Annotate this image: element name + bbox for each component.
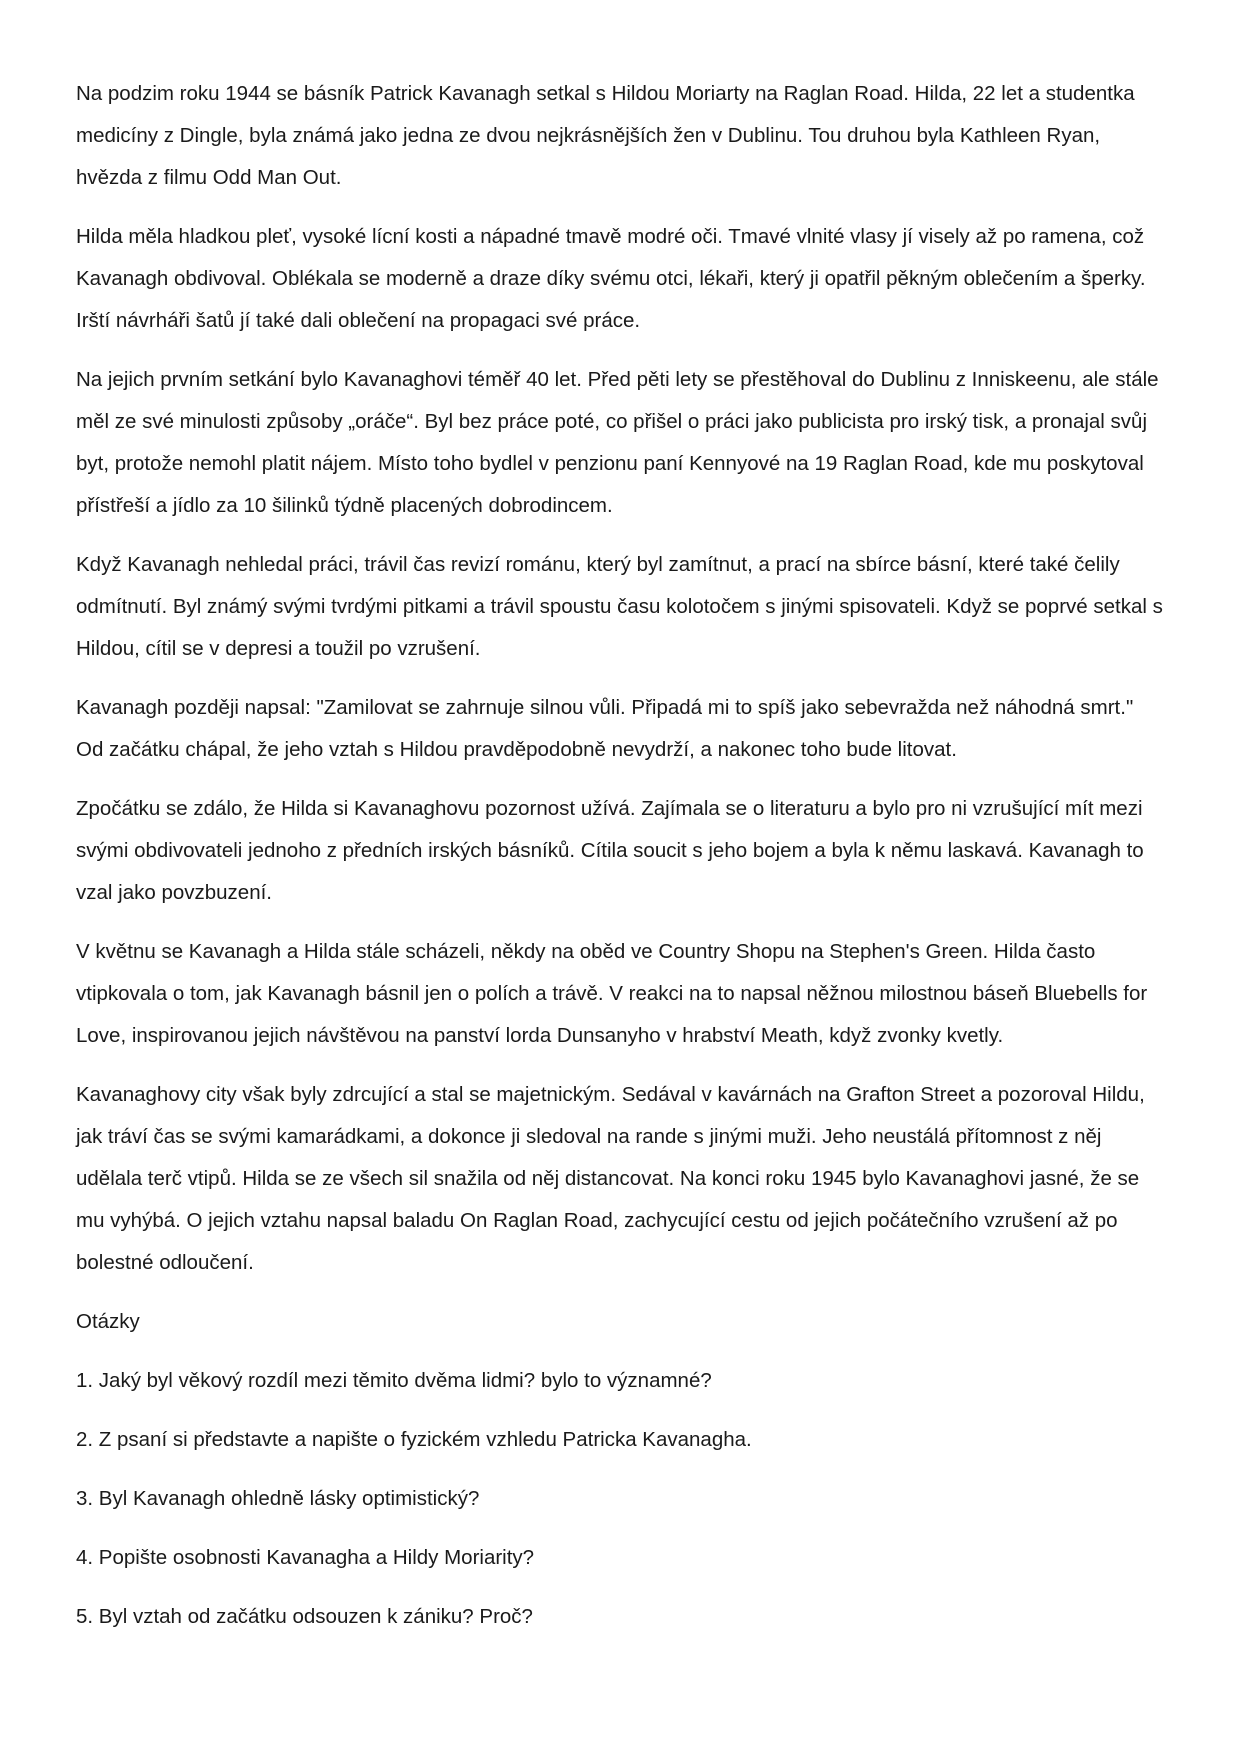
paragraph-1: Na podzim roku 1944 se básník Patrick Kavanagh setkal s Hildou Moriarty na Raglan Road. Hilda, 22 let a studentka medicíny z Dingle, byla známá jako jedna ze dvou nejkrásnějších žen v Dublinu. Tou druhou byla Kathleen Ryan, hvězda z filmu Odd Man Out. xyxy=(76,82,1135,189)
paragraph-7: V květnu se Kavanagh a Hilda stále scházeli, někdy na oběd ve Country Shopu na Stephen's Green. Hilda často vtipkovala o tom, jak Kavanagh básnil jen o polích a trávě. V reakci na to napsal něžnou milostnou báseň Bluebells for Love, inspirovanou jejich návštěvou na panství lorda Dunsanyho v hrabství Meath, když zvonky kvetly. xyxy=(76,940,1148,1047)
paragraph-2: Hilda měla hladkou pleť, vysoké lícní kosti a nápadné tmavě modré oči. Tmavé vlnité vlasy jí visely až po ramena, což Kavanagh obdivoval. Oblékala se moderně a draze díky svému otci, lékaři, který ji opatřil pěkným oblečením a šperky. Irští návrháři šatů jí také dali oblečení na propagaci své práce. xyxy=(76,225,1146,332)
paragraph-4: Když Kavanagh nehledal práci, trávil čas revizí románu, který byl zamítnut, a prací na sbírce básní, které také čelily odmítnutí. Byl známý svými tvrdými pitkami a trávil spoustu času kolotočem s jinými spisovateli. Když se poprvé setkal s Hildou, cítil se v depresi a toužil po vzrušení. xyxy=(76,553,1163,660)
paragraph-8: Kavanaghovy city však byly zdrcující a stal se majetnickým. Sedával v kavárnách na Grafton Street a pozoroval Hildu, jak tráví čas se svými kamarádkami, a dokonce ji sledoval na rande s jinými muži. Jeho neustálá přítomnost z něj udělala terč vtipů. Hilda se ze všech sil snažila od něj distancovat. Na konci roku 1945 bylo Kavanaghovi jasné, že se mu vyhýbá. O jejich vztahu napsal baladu On Raglan Road, zachycující cestu od jejich počátečního vzrušení až po bolestné odloučení. xyxy=(76,1083,1145,1274)
paragraph-6: Zpočátku se zdálo, že Hilda si Kavanaghovu pozornost užívá. Zajímala se o literaturu a bylo pro ni vzrušující mít mezi svými obdivovateli jednoho z předních irských básníků. Cítila soucit s jeho bojem a byla k němu laskavá. Kavanagh to vzal jako povzbuzení. xyxy=(76,797,1144,904)
question-1: 1. Jaký byl věkový rozdíl mezi těmito dvěma lidmi? bylo to významné? xyxy=(76,1369,712,1392)
questions-list xyxy=(76,1360,1165,1638)
paragraph-5: Kavanagh později napsal: "Zamilovat se zahrnuje silnou vůli. Připadá mi to spíš jako sebevražda než náhodná smrt." Od začátku chápal, že jeho vztah s Hildou pravděpodobně nevydrží, a nakonec toho bude litovat. xyxy=(76,696,1134,761)
questions-heading: Otázky xyxy=(76,1310,140,1333)
question-3: 3. Byl Kavanagh ohledně lásky optimistický? xyxy=(76,1487,480,1510)
question-4: 4. Popište osobnosti Kavanagha a Hildy Moriarity? xyxy=(76,1546,535,1569)
question-2: 2. Z psaní si představte a napište o fyzickém vzhledu Patricka Kavanagha. xyxy=(76,1428,752,1451)
question-5: 5. Byl vztah od začátku odsouzen k zániku? Proč? xyxy=(76,1605,533,1628)
paragraph-3: Na jejich prvním setkání bylo Kavanaghovi téměř 40 let. Před pěti lety se přestěhoval do Dublinu z Inniskeenu, ale stále měl ze své minulosti způsoby „oráče“. Byl bez práce poté, co přišel o práci jako publicista pro irský tisk, a pronajal svůj byt, protože nemohl platit nájem. Místo toho bydlel v penzionu paní Kennyové na 19 Raglan Road, kde mu poskytoval přístřeší a jídlo za 10 šilinků týdně placených dobrodincem. xyxy=(76,368,1159,517)
